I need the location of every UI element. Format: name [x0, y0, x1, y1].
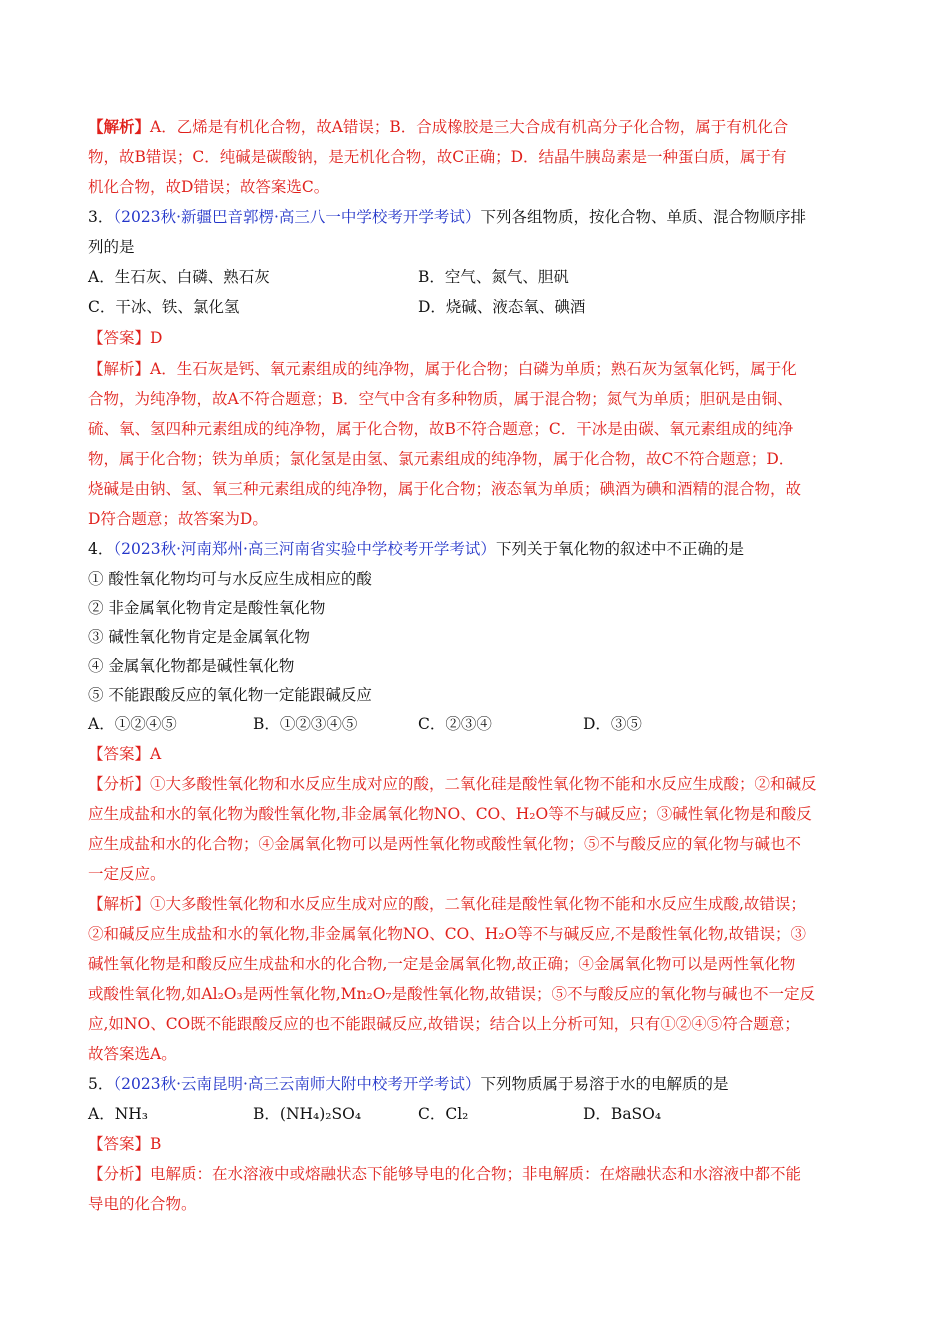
q4-option-d: D．③⑤	[583, 715, 642, 733]
q4-statement-2: ② 非金属氧化物肯定是酸性氧化物	[88, 599, 326, 617]
q4-option-a: A．①②④⑤	[88, 715, 177, 733]
q5-fenxi-line-1: 【分析】电解质：在水溶液中或熔融状态下能够导电的化合物；非电解质：在熔融状态和水溶液中都不能	[88, 1165, 802, 1183]
q2-jiexi-line-1: 【解析】A．乙烯是有机化合物，故A错误；B．合成橡胶是三大合成有机高分子化合物，属于有机化合	[88, 117, 789, 136]
q4-jiexi-line-2: ②和碱反应生成盐和水的氧化物,非金属氧化物NO、CO、H₂O等不与碱反应,不是酸性氧化物,故错误；③	[88, 925, 807, 943]
q4-fenxi-line-3: 应生成盐和水的化合物；④金属氧化物可以是两性氧化物或酸性氧化物；⑤不与酸反应的氧化物与碱也不	[88, 835, 802, 853]
q4-fenxi-line-2: 应生成盐和水的氧化物为酸性氧化物,非金属氧化物NO、CO、H₂O等不与碱反应；③碱性氧化物是和酸反	[88, 805, 812, 823]
q3-jiexi-line-1: 【解析】A．生石灰是钙、氧元素组成的纯净物，属于化合物；白磷为单质；熟石灰为氢氧化钙，属于化	[88, 360, 797, 378]
q5-fenxi-line-2: 导电的化合物。	[88, 1195, 197, 1213]
q3-jiexi-line-5: 烧碱是由钠、氢、氧三种元素组成的纯净物，属于化合物；液态氧为单质；碘酒为碘和酒精的混合物，故	[88, 480, 802, 498]
q4-fenxi-line-1: 【分析】①大多酸性氧化物和水反应生成对应的酸，二氧化硅是酸性氧化物不能和水反应生成酸；②和碱反	[88, 775, 817, 793]
q3-option-d: D．烧碱、液态氧、碘酒	[418, 298, 586, 316]
q4-fenxi-line-4: 一定反应。	[88, 865, 166, 883]
q3-source: （2023秋·新疆巴音郭楞·高三八一中学校考开学考试）	[113, 208, 481, 226]
q2-jiexi-line-3: 机化合物，故D错误；故答案选C。	[88, 178, 330, 196]
q5-option-b: B．(NH₄)₂SO₄	[253, 1105, 362, 1123]
q4-jiexi-line-4: 或酸性氧化物,如Al₂O₃是两性氧化物,Mn₂O₇是酸性氧化物,故错误；⑤不与酸反应的氧化物与碱也不一定反	[88, 985, 816, 1003]
q4-jiexi-line-1: 【解析】①大多酸性氧化物和水反应生成对应的酸，二氧化硅是酸性氧化物不能和水反应生成酸,故错误；	[88, 895, 806, 913]
q5-source: （2023秋·云南昆明·高三云南师大附中校考开学考试）	[113, 1075, 481, 1093]
q5-option-c: C．Cl₂	[418, 1105, 469, 1123]
q4-statement-1: ① 酸性氧化物均可与水反应生成相应的酸	[88, 570, 372, 588]
q4-stem: 4．（2023秋·河南郑州·高三河南省实验中学校考开学考试）下列关于氧化物的叙述中不正确的是	[88, 540, 744, 558]
q5-stem: 5．（2023秋·云南昆明·高三云南师大附中校考开学考试）下列物质属于易溶于水的电解质的是	[88, 1075, 729, 1093]
q4-answer: 【答案】A	[88, 745, 162, 763]
q4-statement-4: ④ 金属氧化物都是碱性氧化物	[88, 657, 295, 675]
q4-jiexi-line-5: 应,如NO、CO既不能跟酸反应的也不能跟碱反应,故错误；结合以上分析可知，只有①②④⑤符合题意；	[88, 1015, 800, 1033]
q3-jiexi-line-3: 硫、氧、氢四种元素组成的纯净物，属于化合物，故B不符合题意；C．干冰是由碳、氧元素组成的纯净	[88, 420, 794, 438]
q4-option-c: C．②③④	[418, 715, 492, 733]
q3-stem: 3．（2023秋·新疆巴音郭楞·高三八一中学校考开学考试）下列各组物质，按化合物、单质、混合物顺序排	[88, 208, 806, 226]
q4-jiexi-line-6: 故答案选A。	[88, 1045, 177, 1063]
q4-statement-5: ⑤ 不能跟酸反应的氧化物一定能跟碱反应	[88, 686, 372, 704]
q3-jiexi-line-4: 物，属于化合物；铁为单质；氯化氢是由氢、氯元素组成的纯净物，属于化合物，故C不符合题意；D．	[88, 450, 795, 468]
q5-option-a: A．NH₃	[88, 1105, 148, 1123]
q3-jiexi-line-2: 合物，为纯净物，故A不符合题意；B．空气中含有多种物质，属于混合物；氮气为单质；胆矾是由铜、	[88, 390, 793, 408]
q5-answer: 【答案】B	[88, 1135, 162, 1153]
q5-option-d: D．BaSO₄	[583, 1105, 662, 1123]
q3-jiexi-line-6: D符合题意；故答案为D。	[88, 510, 268, 528]
q4-statement-3: ③ 碱性氧化物肯定是金属氧化物	[88, 628, 310, 646]
q4-jiexi-line-3: 碱性氧化物是和酸反应生成盐和水的化合物,一定是金属氧化物,故正确；④金属氧化物可以是两性氧化物	[88, 955, 796, 973]
q3-answer: 【答案】D	[88, 329, 163, 347]
q2-jiexi-line-2: 物，故B错误；C．纯碱是碳酸钠，是无机化合物，故C正确；D．结晶牛胰岛素是一种蛋白质，属于有	[88, 148, 787, 166]
q4-source: （2023秋·河南郑州·高三河南省实验中学校考开学考试）	[113, 540, 496, 558]
q4-option-b: B．①②③④⑤	[253, 715, 358, 733]
q3-option-a: A．生石灰、白磷、熟石灰	[88, 268, 270, 286]
q3-option-b: B．空气、氮气、胆矾	[418, 268, 569, 286]
q3-stem-cont: 列的是	[88, 238, 135, 256]
q3-option-c: C．干冰、铁、氯化氢	[88, 298, 240, 316]
